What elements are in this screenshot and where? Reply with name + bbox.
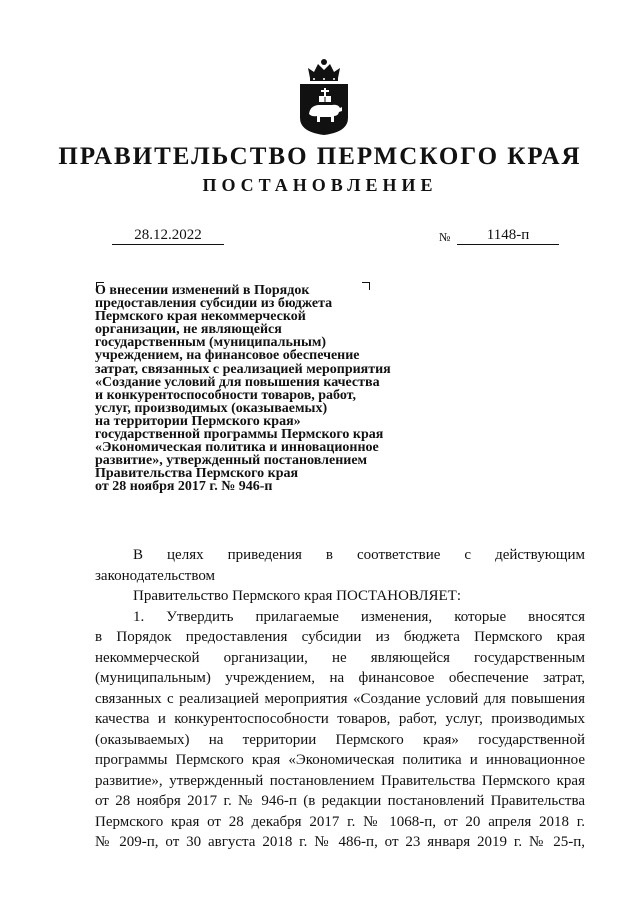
document-body [95, 545, 585, 853]
item-1-line: № 209-п, от 30 августа 2018 г. № 486-п, от 23 января 2019 г. № 25-п, [95, 834, 585, 850]
preamble-line: В целях приведения в соответствие с действующим [133, 547, 585, 563]
item-1-line: связанных с реализацией мероприятия «Создание условий для повышения [95, 690, 585, 707]
subject-line: государственным (муниципальным) [95, 335, 327, 351]
subject-title [95, 284, 435, 494]
number-label: № [439, 230, 451, 244]
document-date: 28.12.2022 [112, 226, 224, 245]
document-type: ПОСТАНОВЛЕНИЕ [202, 175, 438, 195]
subject-line: «Создание условий для повышения качества [95, 374, 380, 390]
item-1-line: в Порядок предоставления субсидии из бюджета Пермского края [95, 629, 585, 645]
subject-line: Пермского края некоммерческой [95, 309, 306, 325]
item-1-line: от 28 ноября 2017 г. № 946-п (в редакции постановлений Правительства [95, 793, 585, 809]
subject-line: предоставления субсидии из бюджета [95, 296, 333, 312]
item-1-line: развитие», утвержденный постановлением Правительства Пермского края [95, 772, 585, 789]
subject-line: государственной программы Пермского края [95, 427, 384, 443]
item-1-line: (муниципальным) учреждением, на финансовое обеспечение затрат, [95, 670, 585, 686]
item-1-line: (оказываемых) на территории Пермского края» государственной [95, 731, 585, 748]
decree-line: Правительство Пермского края ПОСТАНОВЛЯЕТ: [133, 588, 462, 604]
subject-line: и конкурентоспособности товаров, работ, [95, 387, 357, 403]
government-title: ПРАВИТЕЛЬСТВО ПЕРМСКОГО КРАЯ [58, 143, 582, 170]
subject-line: развитие», утвержденный постановлением [95, 453, 368, 469]
subject-line: учреждением, на финансовое обеспечение [95, 348, 360, 364]
subject-line: Правительства Пермского края [95, 466, 299, 482]
item-1-line: 1. Утвердить прилагаемые изменения, которые вносятся [133, 608, 585, 625]
subject-line: «Экономическая политика и инновационное [95, 440, 379, 456]
document-number: 1148-п [457, 226, 559, 245]
subject-line: затрат, связанных с реализацией мероприятия [95, 361, 391, 377]
subject-line: от 28 ноября 2017 г. № 946-п [95, 479, 273, 495]
preamble-line: законодательством [95, 567, 216, 584]
subject-line: на территории Пермского края» [95, 413, 301, 429]
item-1-line: программы Пермского края «Экономическая политика и инновационное [95, 752, 585, 768]
item-1-line: качества и конкурентоспособности товаров, работ, услуг, производимых [95, 711, 585, 727]
subject-line: услуг, производимых (оказываемых) [95, 400, 328, 416]
item-1-line: Пермского края от 28 декабря 2017 г. № 1068-п, от 20 апреля 2018 г. [95, 813, 585, 830]
item-1-line: некоммерческой организации, не являющейся государственным [95, 649, 585, 666]
coat-of-arms-icon [296, 56, 352, 136]
subject-line: О внесении изменений в Порядок [95, 283, 310, 298]
subject-line: организации, не являющейся [95, 322, 282, 338]
